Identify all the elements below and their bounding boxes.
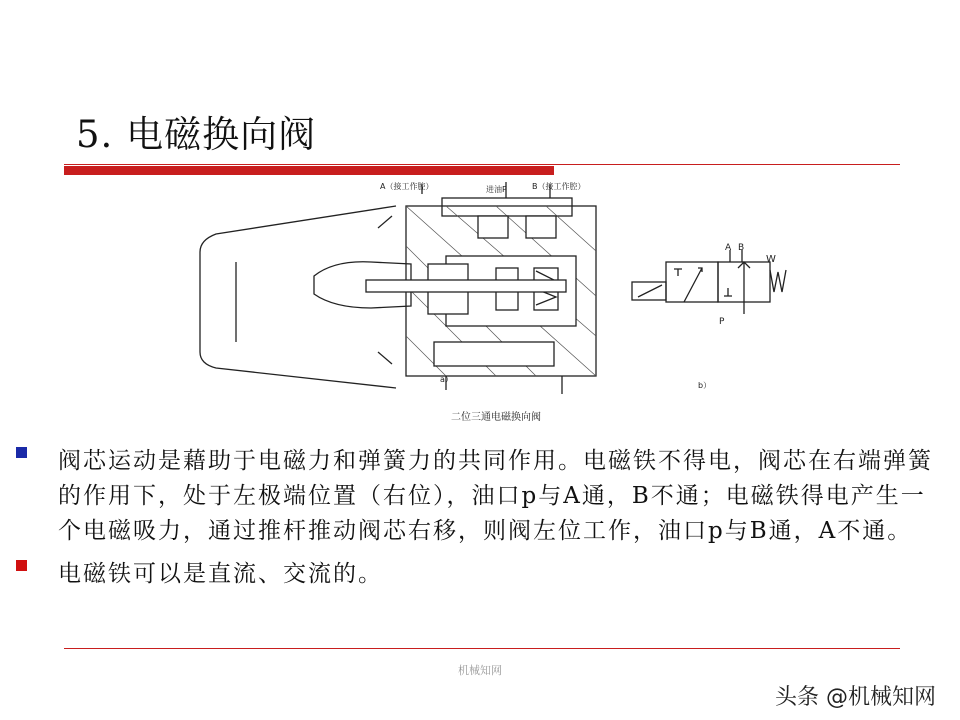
bullet-text-2: 电磁铁可以是直流、交流的。 — [58, 561, 383, 587]
bullet-list — [14, 444, 944, 592]
symbol-w-label: W — [766, 254, 776, 265]
slide-title: 5. 电磁换向阀 — [76, 113, 317, 156]
square-bullet-icon — [16, 447, 27, 458]
valve-drawing — [196, 176, 796, 432]
solenoid-housing — [200, 206, 396, 388]
sub-figure-b-label: b） — [698, 381, 712, 390]
watermark-text: 头条 @机械知网 — [775, 685, 936, 710]
bullet-item-1 — [14, 444, 944, 549]
symbol-b-label: B — [738, 243, 745, 253]
valve-diagram — [196, 176, 796, 432]
valve-symbol — [632, 250, 786, 314]
title-accent-bar — [64, 166, 554, 175]
spool-rod — [366, 280, 566, 292]
port-a-label: A（接工作腔） — [380, 182, 434, 191]
footer-text: 机械知网 — [458, 664, 502, 677]
figure-caption: 二位三通电磁换向阀 — [451, 412, 541, 423]
symbol-p-label: P — [719, 317, 725, 327]
footer-rule — [64, 648, 900, 649]
sub-figure-a-label: a） — [440, 375, 453, 384]
port-b-label: B（接工作腔） — [532, 182, 586, 191]
bullet-item-2 — [14, 557, 944, 592]
port-p-label: 进油P — [486, 185, 507, 194]
square-bullet-icon — [16, 560, 27, 571]
symbol-a-label: A — [725, 243, 732, 253]
title-rule — [64, 164, 900, 165]
bullet-text-1: 阀芯运动是藉助于电磁力和弹簧力的共同作用。电磁铁不得电，阀芯在右端弹簧的作用下，处于左极端位置（右位），油口p与A通，B不通；电磁铁得电产生一个电磁吸力，通过推杆推动阀芯右移，则阀左位工作，油口p与B通，A不通。 — [58, 448, 933, 544]
